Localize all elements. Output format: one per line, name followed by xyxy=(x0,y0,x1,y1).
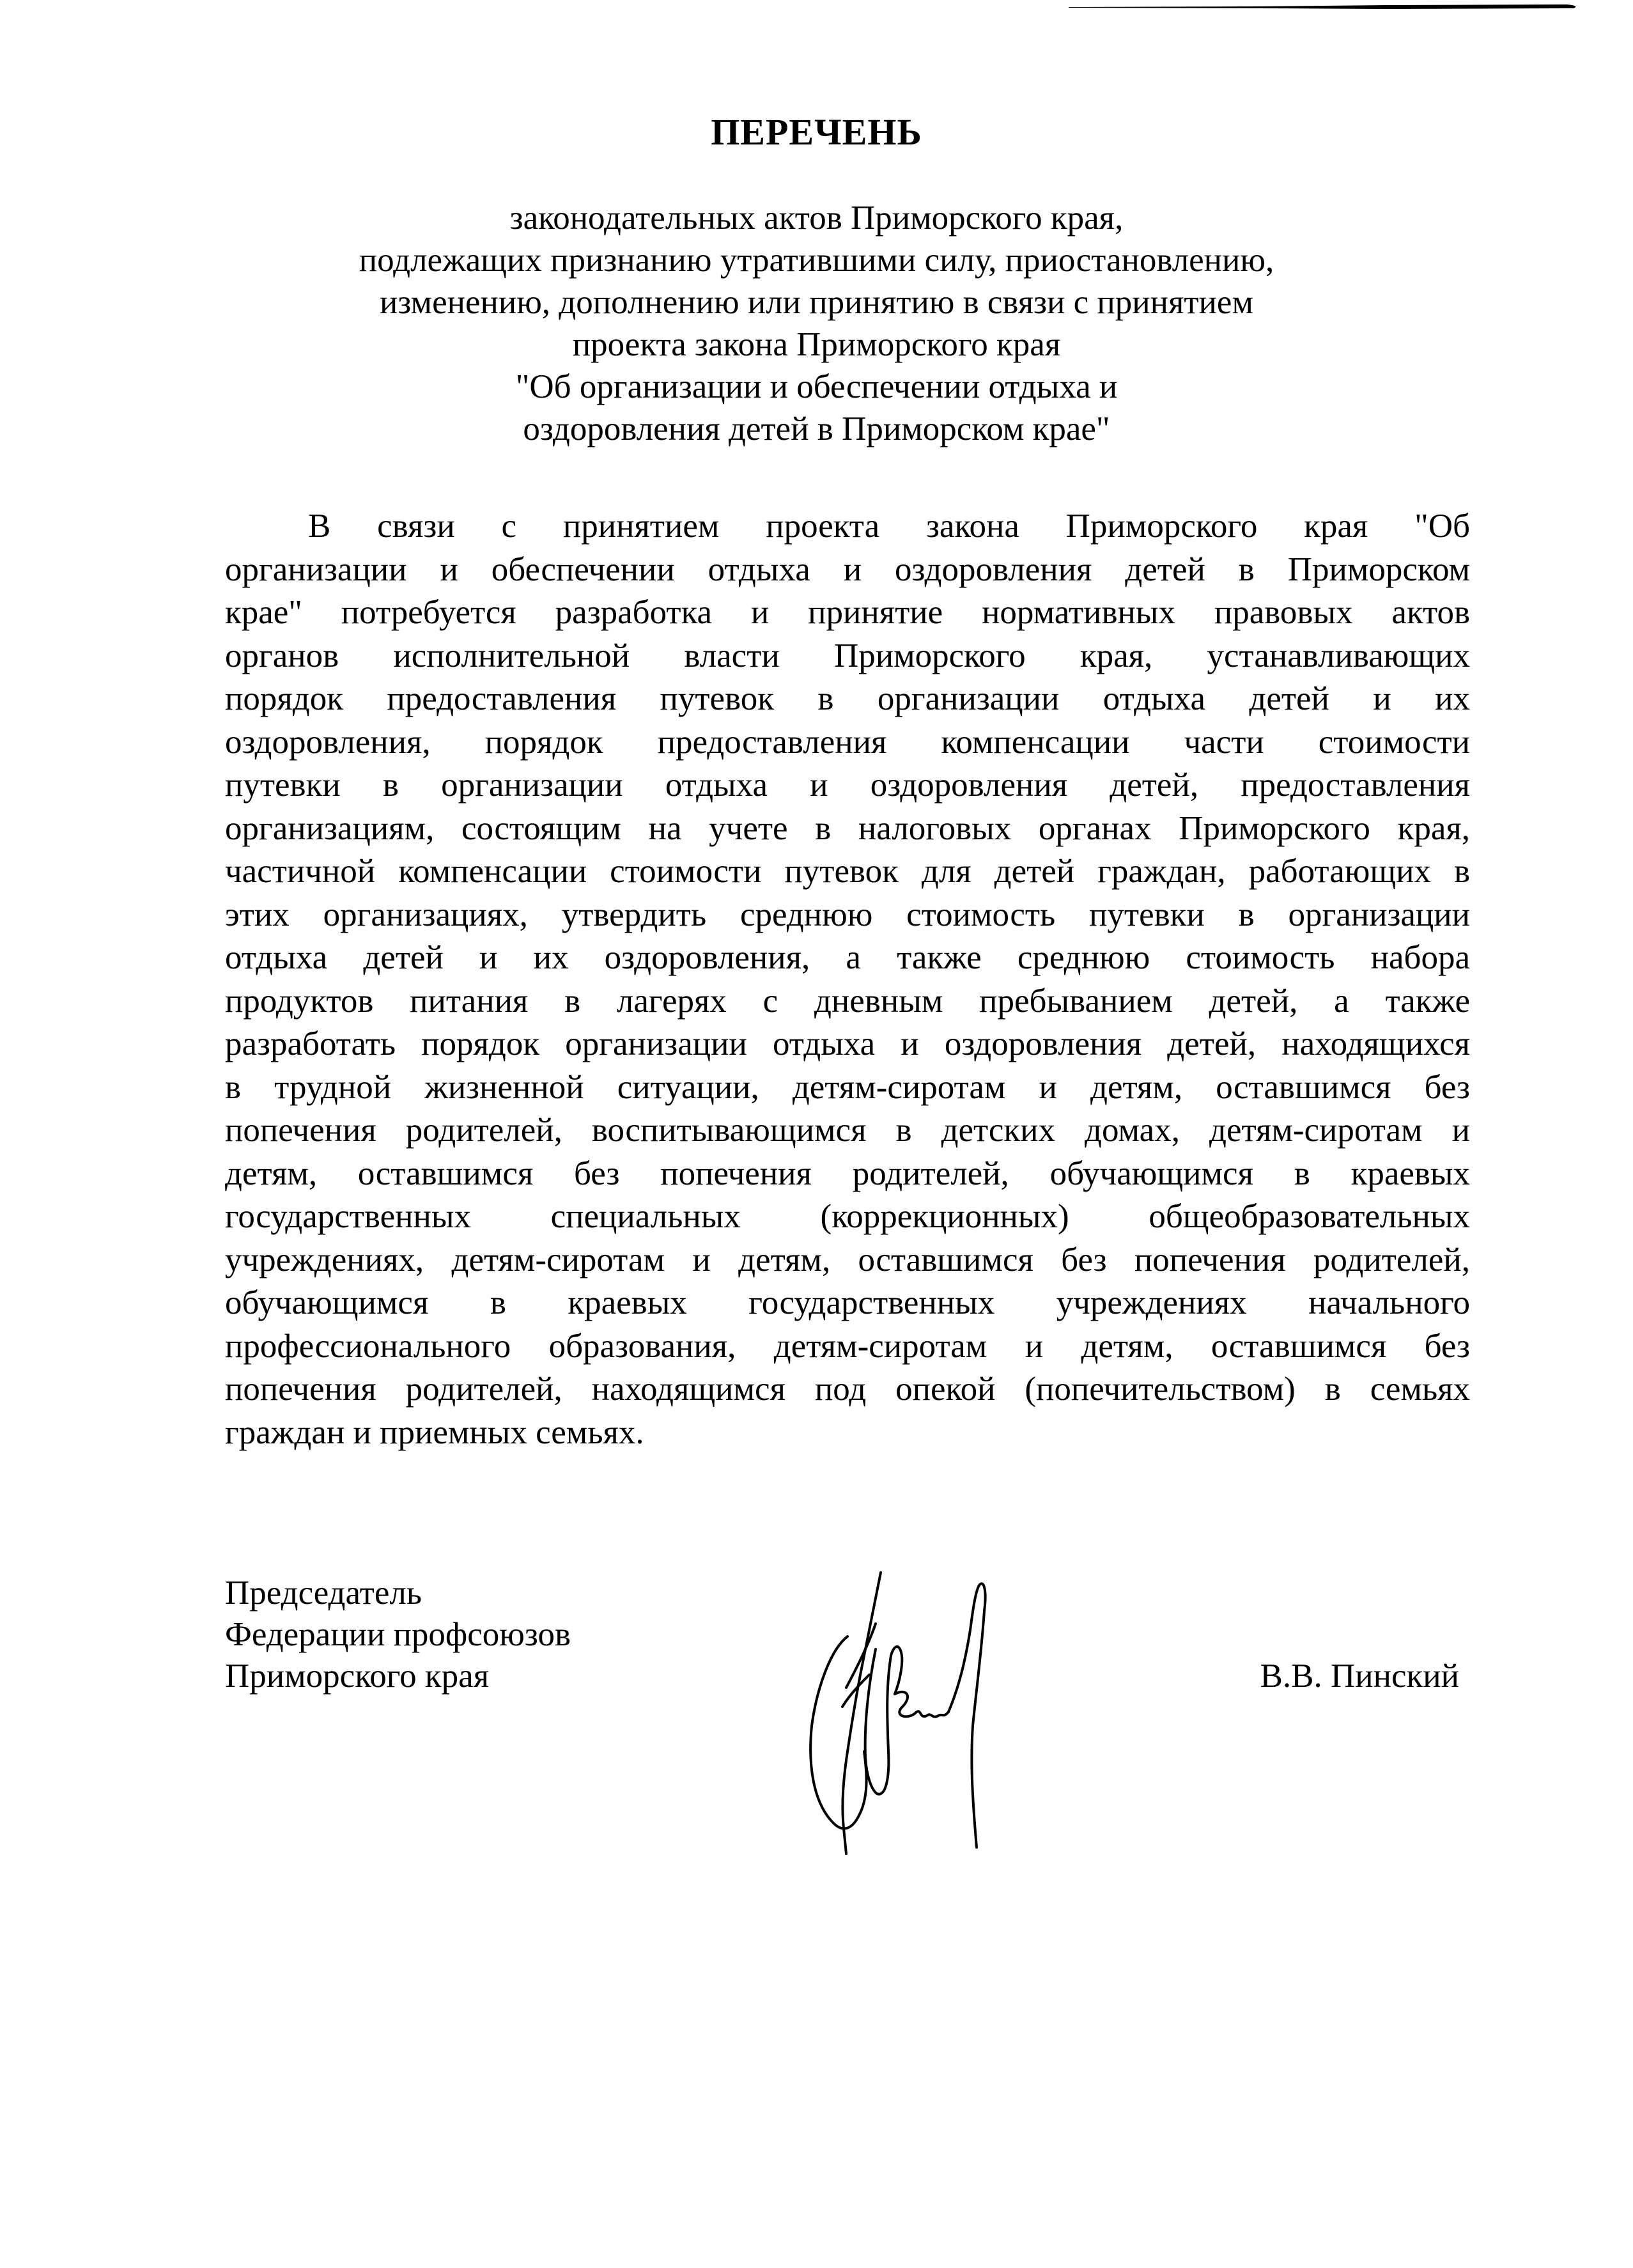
subtitle-line: проекта закона Приморского края xyxy=(572,326,1061,363)
subtitle-line: оздоровления детей в Приморском крае" xyxy=(523,410,1110,447)
signature-icon xyxy=(805,1560,1035,1867)
subtitle-line: законодательных актов Приморского края, xyxy=(509,199,1124,237)
signatory-position-line: Приморского края xyxy=(225,1658,490,1695)
signatory-name: В.В. Пинский xyxy=(1260,1658,1459,1695)
subtitle-line: "Об организации и обеспечении отдыха и xyxy=(515,368,1118,405)
body-paragraph xyxy=(225,505,1470,1454)
body-line: крае" потребуется разработка и принятие нормативных правовых актов xyxy=(225,594,1470,631)
body-line: этих организациях, утвердить среднюю стоимость путевки в организации xyxy=(225,896,1470,933)
body-line: продуктов питания в лагерях с дневным пребыванием детей, а также xyxy=(225,982,1470,1020)
document-subtitle xyxy=(0,197,1633,450)
signatory-position xyxy=(225,1573,571,1697)
signatory-position-line: Федерации профсоюзов xyxy=(225,1616,571,1653)
body-line: попечения родителей, воспитывающимся в детских домах, детям-сиротам и xyxy=(225,1112,1470,1149)
body-line: попечения родителей, находящимся под опекой (попечительством) в семьях xyxy=(225,1371,1470,1408)
body-line: государственных специальных (коррекционных) общеобразовательных xyxy=(225,1198,1470,1235)
body-line: обучающимся в краевых государственных учреждениях начального xyxy=(225,1284,1470,1321)
body-line: организациям, состоящим на учете в налоговых органах Приморского края, xyxy=(225,809,1470,847)
body-line: оздоровления, порядок предоставления компенсации части стоимости xyxy=(225,723,1470,761)
subtitle-line: подлежащих признанию утратившими силу, приостановлению, xyxy=(359,242,1274,279)
body-line: частичной компенсации стоимости путевок для детей граждан, работающих в xyxy=(225,853,1470,890)
body-line: В связи с принятием проекта закона Приморского края "Об xyxy=(308,508,1470,545)
body-line: отдыха детей и их оздоровления, а также среднюю стоимость набора xyxy=(225,939,1470,976)
scan-artifact-line xyxy=(1069,3,1580,10)
body-line: путевки в организации отдыха и оздоровления детей, предоставления xyxy=(225,766,1470,804)
body-line: граждан и приемных семьях. xyxy=(225,1413,644,1451)
body-line: профессионального образования, детям-сиротам и детям, оставшимся без xyxy=(225,1327,1470,1365)
document-title: ПЕРЕЧЕНЬ xyxy=(711,111,922,153)
body-line: порядок предоставления путевок в организации отдыха детей и их xyxy=(225,680,1470,717)
body-line: детям, оставшимся без попечения родителей, обучающимся в краевых xyxy=(225,1154,1470,1192)
body-line: разработать порядок организации отдыха и оздоровления детей, находящихся xyxy=(225,1025,1470,1062)
subtitle-line: изменению, дополнению или принятию в связи с принятием xyxy=(379,284,1253,321)
signatory-position-line: Председатель xyxy=(225,1574,422,1612)
body-line: учреждениях, детям-сиротам и детям, оставшимся без попечения родителей, xyxy=(225,1241,1470,1278)
body-line: организации и обеспечении отдыха и оздоровления детей в Приморском xyxy=(225,550,1470,588)
body-line: органов исполнительной власти Приморского края, устанавливающих xyxy=(225,637,1470,674)
body-line: в трудной жизненной ситуации, детям-сиротам и детям, оставшимся без xyxy=(225,1068,1470,1106)
